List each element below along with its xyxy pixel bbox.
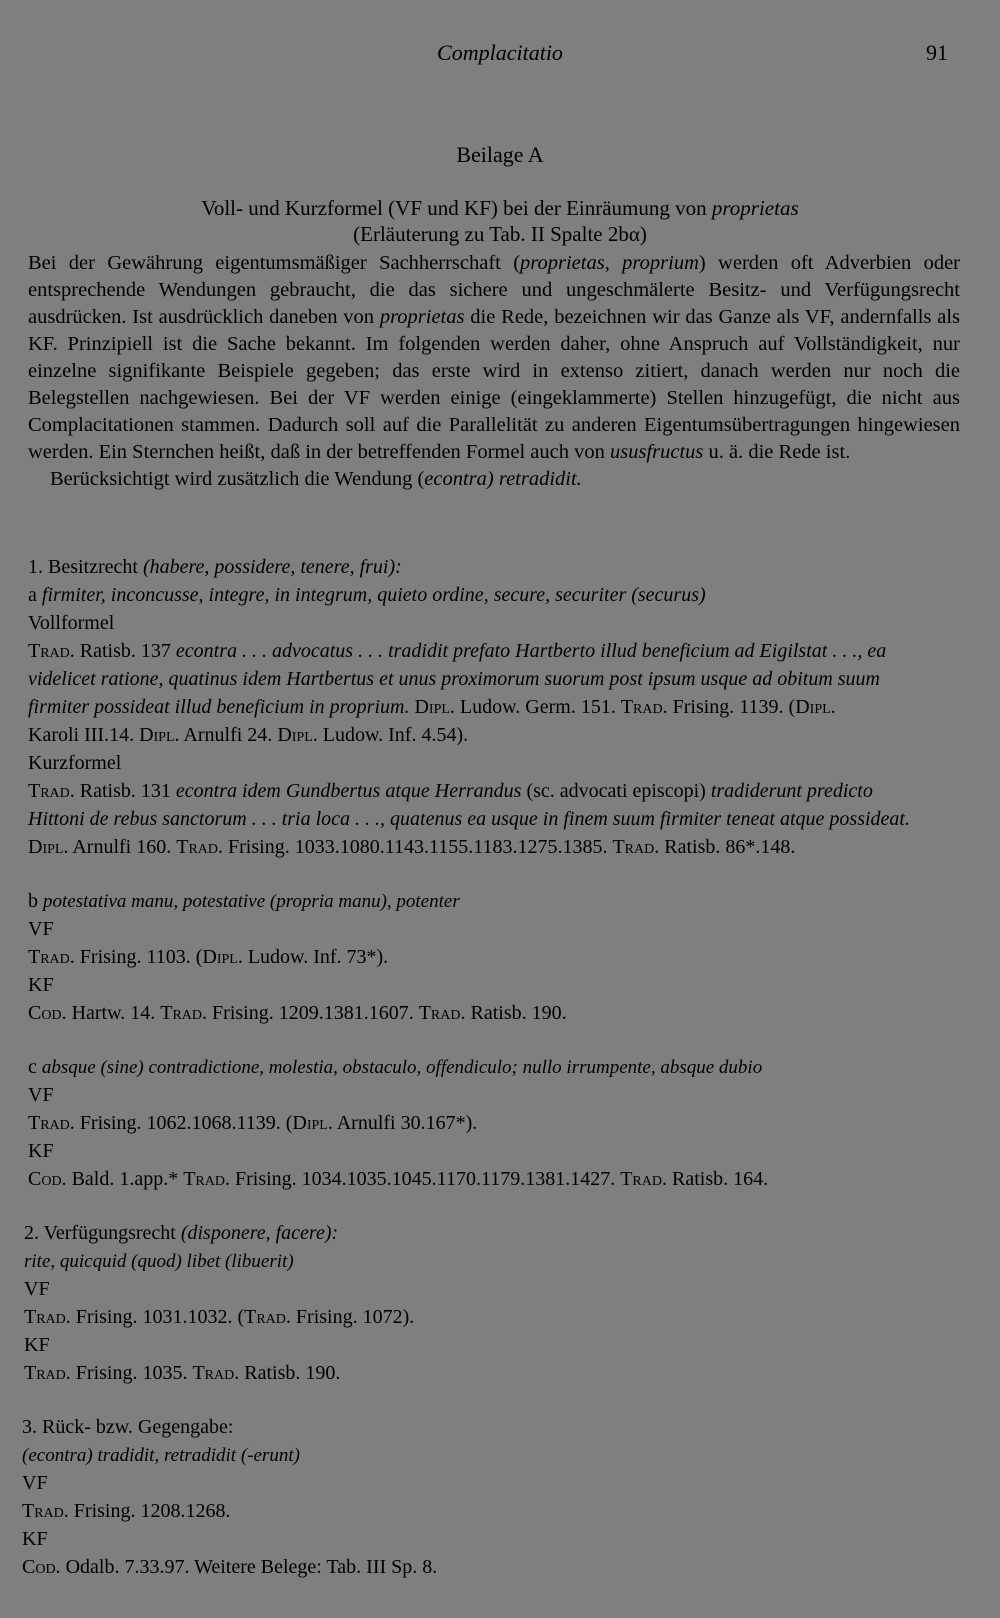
text: Ludow. Germ. 151. [454, 696, 621, 718]
s3-kf-citation [22, 1556, 437, 1579]
s2-kf-label: KF [24, 1334, 50, 1356]
vf-citation-line2: videlicet ratione, quatinus idem Hartbertus et unus proximorum suorum post ipsum usque ad obitum suum [28, 668, 881, 690]
b-kf-label: KF [28, 974, 54, 996]
italic-text: proprietas [379, 306, 465, 328]
abbr: Trad. [28, 640, 75, 662]
abbr: Dipl. [795, 696, 836, 718]
text: Frising. 1031.1032. ( [70, 1306, 245, 1328]
abbr: Trad. [418, 1002, 466, 1024]
text: Hartw. 14. [66, 1002, 161, 1024]
abbr: Dipl. [292, 1112, 333, 1134]
section-1-title [28, 556, 402, 579]
intro-paragraph-2 [28, 466, 960, 493]
vf-citation-line4 [28, 724, 468, 747]
text: Frising. 1072). [290, 1306, 415, 1328]
section-1c-terms [28, 1056, 762, 1079]
abbr: Trad. [24, 1306, 71, 1328]
text: Bei der Gewährung eigentumsmäßiger Sachherrschaft ( [28, 252, 521, 274]
text: Ratisb. 137 [74, 640, 176, 662]
vf-citation-line1 [28, 640, 886, 663]
vf-citation-line3 [28, 696, 836, 719]
c-vf-citation [28, 1112, 477, 1135]
text: Frising. 1209.1381.1607. [207, 1002, 419, 1024]
italic-text: (disponere, facere): [180, 1222, 339, 1244]
text: Frising. 1103. ( [74, 946, 203, 968]
text: Berücksichtigt wird zusätzlich die Wendung ( [50, 468, 425, 490]
abbr: Cod. [28, 1002, 67, 1024]
section-3-title: 3. Rück- bzw. Gegengabe: [22, 1416, 234, 1438]
italic-text: proprietas, proprium [520, 252, 699, 274]
section-heading-line2: (Erläuterung zu Tab. II Spalte 2bα) [353, 222, 647, 246]
abbr: Trad. [620, 1168, 667, 1190]
abbr: Trad. [612, 836, 660, 858]
section-2-title [24, 1222, 338, 1245]
text: Arnulfi 30.167*). [332, 1112, 478, 1134]
c-vf-label: VF [28, 1084, 54, 1106]
section-1b-terms [28, 890, 460, 913]
kf-citation-line3 [28, 836, 795, 859]
italic-text: potestativa manu, potestative (propria manu), potenter [43, 891, 460, 912]
abbr: Dipl. [202, 946, 243, 968]
abbr: Trad. [28, 780, 75, 802]
abbr: Trad. [160, 1002, 208, 1024]
abbr: Dipl. [414, 696, 455, 718]
abbr: Cod. [22, 1556, 61, 1578]
section-3-terms [22, 1444, 300, 1467]
s3-kf-label: KF [22, 1528, 48, 1550]
vollformel-label: Vollformel [28, 612, 115, 634]
running-header-title: Complacitatio [437, 40, 563, 65]
page-number: 91 [926, 40, 948, 65]
c-kf-citation [28, 1168, 768, 1191]
text: Frising. 1208.1268. [68, 1500, 231, 1522]
italic-text: econtra) retradidit. [424, 468, 582, 490]
appendix-title: Beilage A [456, 142, 544, 167]
abbr: Trad. [244, 1306, 291, 1328]
italic-text: (econtra) tradidit, retradidit (-erunt) [22, 1445, 300, 1466]
text: Karoli III.14. [28, 724, 140, 746]
abbr: Dipl. [277, 724, 318, 746]
abbr: Cod. [28, 1168, 67, 1190]
text: (sc. advocati episcopi) [521, 780, 711, 802]
section-heading-line1 [0, 196, 1000, 221]
abbr: Trad. [28, 1112, 75, 1134]
abbr: Trad. [24, 1362, 71, 1384]
text: Frising. 1035. [70, 1362, 193, 1384]
abbr: Trad. [192, 1362, 240, 1384]
italic-text: absque (sine) contradictione, molestia, obstaculo, offendiculo; nullo irrumpente, absque dubio [41, 1057, 763, 1078]
italic-text: rite, quicquid (quod) libet (libuerit) [24, 1251, 294, 1272]
text: u. ä. die Rede ist. [703, 441, 851, 463]
text: c [28, 1056, 42, 1078]
abbr: Dipl. [28, 836, 69, 858]
text: a [28, 584, 42, 606]
s2-kf-citation [24, 1362, 340, 1385]
text: ) werden oft Adverbien oder entsprechende Wendungen gebraucht, die das sichere und ungeschmälerte Besitz- und Verfügungsrecht ausdrücken. Ist ausdrücklich daneben von [28, 252, 960, 328]
text: Frising. 1034.1035.1045.1170.1179.1381.1427. [230, 1168, 621, 1190]
italic-text: econtra idem Gundbertus atque Herrandus [175, 780, 522, 802]
heading-text: Voll- und Kurzformel (VF und KF) bei der Einräumung von [201, 196, 712, 220]
italic-text: firmiter, inconcusse, integre, in integrum, quieto ordine, secure, securiter (securus) [41, 584, 706, 606]
italic-text: ususfructus [609, 441, 704, 463]
text: Bald. 1.app.* [66, 1168, 184, 1190]
s3-vf-citation [22, 1500, 230, 1523]
s2-vf-label: VF [24, 1278, 50, 1300]
text: b [28, 890, 43, 912]
kurzformel-label: Kurzformel [28, 752, 122, 774]
text: Frising. 1062.1068.1139. ( [74, 1112, 293, 1134]
text: Arnulfi 24. [179, 724, 278, 746]
text: Ratisb. 164. [666, 1168, 769, 1190]
abbr: Trad. [176, 836, 224, 858]
text: Ratisb. 190. [239, 1362, 341, 1384]
text: 2. Verfügungsrecht [24, 1222, 181, 1244]
kf-citation-line1 [28, 780, 873, 803]
s3-vf-label: VF [22, 1472, 48, 1494]
s2-vf-citation [24, 1306, 414, 1329]
abbr: Trad. [620, 696, 668, 718]
text: Ratisb. 86*.148. [659, 836, 796, 858]
italic-text: tradiderunt predicto [710, 780, 873, 802]
italic-text: firmiter possideat illud beneficium in proprium. [28, 696, 410, 718]
text: Ludow. Inf. 4.54). [317, 724, 469, 746]
kf-citation-line2: Hittoni de rebus sanctorum . . . tria loca . . ., quatenus ea usque in finem suum firmiter teneat atque possideat. [28, 808, 910, 830]
text: Ludow. Inf. 73*). [242, 946, 389, 968]
text: Frising. 1033.1080.1143.1155.1183.1275.1385. [223, 836, 613, 858]
intro-paragraph-1 [28, 250, 960, 466]
c-kf-label: KF [28, 1140, 54, 1162]
text: die Rede, bezeichnen wir das Ganze als VF, andernfalls als KF. Prinzipiell ist die Sache bekannt. Im folgenden werden daher, ohne Anspruch auf Vollständigkeit, nur einzelne signifikante Beispiele gegeben; das erste wird in extenso zitiert, danach werden nur noch die Belegstellen nachgewiesen. Bei der VF werden einige (eingeklammerte) Stellen hinzugefügt, die nicht aus Complacitationen stammen. Dadurch soll auf die Parallelität zu anderen Eigentumsübertragungen hingewiesen werden. Ein Sternchen heißt, daß in der betreffenden Formel auch von [28, 306, 960, 463]
section-2-terms [24, 1250, 294, 1273]
text: Ratisb. 131 [74, 780, 176, 802]
text: Arnulfi 160. [68, 836, 177, 858]
b-vf-label: VF [28, 918, 54, 940]
abbr: Dipl. [139, 724, 180, 746]
italic-text: (habere, possidere, tenere, frui): [142, 556, 402, 578]
intro-paragraphs [28, 250, 960, 493]
abbr: Trad. [22, 1500, 69, 1522]
b-kf-citation [28, 1002, 567, 1025]
text: Ratisb. 190. [465, 1002, 567, 1024]
section-1a-terms [28, 584, 706, 607]
text: Odalb. 7.33.97. Weitere Belege: Tab. III Sp. 8. [60, 1556, 438, 1578]
b-vf-citation [28, 946, 388, 969]
abbr: Trad. [183, 1168, 230, 1190]
text: 1. Besitzrecht [28, 556, 143, 578]
text: Frising. 1139. ( [667, 696, 796, 718]
abbr: Trad. [28, 946, 75, 968]
heading-italic: proprietas [711, 196, 799, 220]
italic-text: econtra . . . advocatus . . . tradidit prefato Hartberto illud beneficium ad Eigilstat . . ., ea [175, 640, 887, 662]
